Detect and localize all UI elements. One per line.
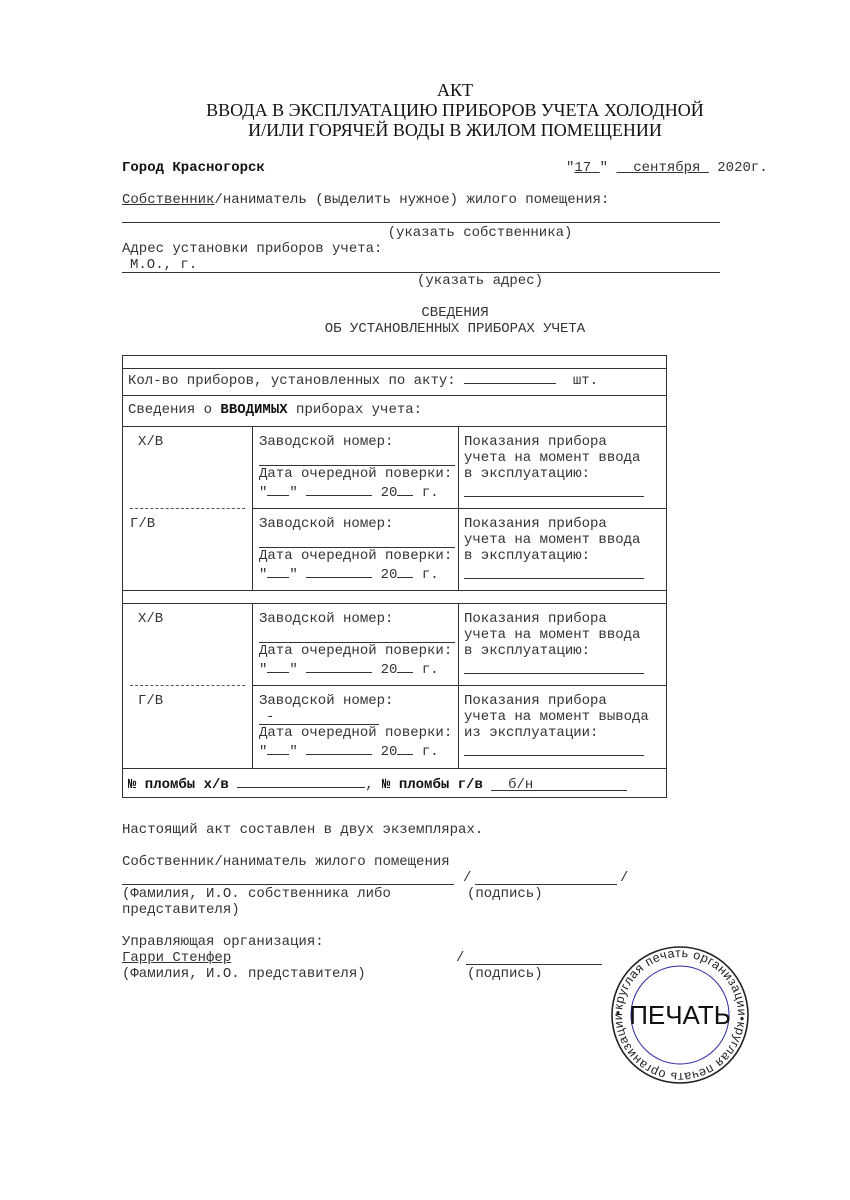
owner-signature-hint: (подпись): [467, 886, 543, 902]
reading-label: Показания прибора: [464, 516, 607, 532]
doc-title-3: И/ИЛИ ГОРЯЧЕЙ ВОДЫ В ЖИЛОМ ПОМЕЩЕНИИ: [248, 120, 662, 140]
info-row: Сведения о ВВОДИМЫХ приборах учета:: [128, 402, 423, 418]
count-row: Кол-во приборов, установленных по акту: шт.: [128, 370, 598, 389]
stamp-seal: [605, 945, 755, 1085]
serial-label: Заводской номер:: [259, 611, 394, 627]
copies-note: Настоящий акт составлен в двух экземплярах.: [122, 822, 484, 838]
reading-label: в эксплуатацию:: [464, 466, 591, 482]
org-name-hint: (Фамилия, И.О. представителя): [122, 966, 366, 982]
address-value: М.О., г.: [130, 257, 198, 273]
reading-field[interactable]: [464, 496, 644, 497]
date-year: 2020г.: [717, 160, 768, 176]
serial-label: Заводской номер:: [259, 434, 394, 450]
city: Город Красногорск: [122, 160, 265, 176]
reading-label: из эксплуатации:: [464, 725, 599, 741]
owner-sign-label: Собственник/наниматель жилого помещения: [122, 854, 450, 870]
reading-field[interactable]: [464, 755, 644, 756]
reading-label: Показания прибора: [464, 611, 607, 627]
device-type: Х/В: [138, 434, 164, 450]
reading-label: в эксплуатацию:: [464, 643, 591, 659]
serial-value: -: [266, 709, 275, 725]
device-type: Г/В: [138, 693, 164, 709]
owner-hint: (указать собственника): [387, 225, 573, 241]
owner-name-line[interactable]: [122, 884, 454, 885]
verify-date: " " 20 г.: [259, 659, 439, 678]
org-representative: Гарри Стенфер: [122, 950, 232, 966]
reading-label: учета на момент ввода: [464, 450, 641, 466]
serial-label: Заводской номер:: [259, 693, 394, 709]
org-signature-hint: (подпись): [467, 966, 543, 982]
seal-hw-field[interactable]: [237, 774, 365, 788]
device-type: Х/В: [138, 611, 164, 627]
section-title-2: ОБ УСТАНОВЛЕННЫХ ПРИБОРАХ УЧЕТА: [324, 321, 586, 337]
reading-label: Показания прибора: [464, 693, 607, 709]
reading-label: Показания прибора: [464, 434, 607, 450]
serial-label: Заводской номер:: [259, 516, 394, 532]
verify-date: " " 20 г.: [259, 564, 439, 583]
device-type: Г/В: [130, 516, 156, 532]
doc-title-1: АКТ: [437, 80, 473, 100]
owner-name-hint-1: (Фамилия, И.О. собственника либо: [122, 886, 391, 902]
seal-gw-field[interactable]: б/н: [491, 777, 627, 791]
doc-title-2: ВВОДА В ЭКСПЛУАТАЦИЮ ПРИБОРОВ УЧЕТА ХОЛОДНОЙ: [206, 100, 704, 120]
verify-date: " " 20 г.: [259, 482, 439, 501]
reading-label: учета на момент ввода: [464, 627, 641, 643]
owner-line[interactable]: [122, 222, 720, 223]
seal-row: № пломбы х/в , № пломбы г/в б/н: [128, 774, 627, 793]
verify-label: Дата очередной поверки:: [259, 643, 453, 659]
verify-label: Дата очередной поверки:: [259, 725, 453, 741]
section-title-1: СВЕДЕНИЯ: [421, 305, 489, 321]
date: "17 " сентября 2020г.: [566, 160, 768, 176]
reading-field[interactable]: [464, 673, 644, 674]
date-day: 17: [574, 160, 592, 176]
org-signature-line[interactable]: [466, 964, 602, 965]
stamp-center-text: ПЕЧАТЬ: [629, 1000, 731, 1030]
stamp-ring-text: •круглая печать организации•круглая печать организации: [610, 945, 750, 1085]
document-page: АКТ ВВОДА В ЭКСПЛУАТАЦИЮ ПРИБОРОВ УЧЕТА ХОЛОДНОЙ И/ИЛИ ГОРЯЧЕЙ ВОДЫ В ЖИЛОМ ПОМЕЩЕНИИ Город Красногорск "17 " сентября 2020г. Собственник/наниматель (выделить нужное) жилого помещения: (указать собственника) Адрес установки приборов учета: М.О., г. (указать адрес) СВЕДЕНИЯ ОБ УСТАНОВЛЕННЫХ ПРИБОРАХ УЧЕТА Кол-во приборов, установленных по акту: шт. Сведения о ВВОДИМЫХ приборах учета: № пломбы х/в , № пломбы г/в б/н Х/В Заводской номер: Дата очередной поверки: " " 20 г. Показания прибора учета на момент ввода в эксплуатацию: Г/В Заводской номер: Дата очередной поверки: " " 20 г. Показания прибора учета на момент ввода в эксплуатацию: Х/В Заводской номер: Дата очередной поверки: " " 20 г. Показания прибора учета на момент ввода в эксплуатацию: Г/В Заводской номер: - Дата очередной поверки: " " 20 г. Показания прибора учета на момент вывода из эксплуатации: Настоящий акт составлен в двух экземплярах. Собственник/наниматель жилого помещения / / (Фамилия, И.О. собственника либо представителя) (подпись) Управляющая организация: Гарри Стенфер / (Фамилия, И.О. представителя) (подпись) •круглая печать организации•круглая печать организации ПЕЧАТЬ: [0, 0, 850, 1200]
owner-signature-line[interactable]: [475, 884, 617, 885]
count-field[interactable]: [464, 370, 556, 384]
owner-name-hint-2: представителя): [122, 902, 240, 918]
address-hint: (указать адрес): [416, 273, 544, 289]
org-label: Управляющая организация:: [122, 934, 324, 950]
date-month: сентября: [633, 160, 701, 176]
verify-label: Дата очередной поверки:: [259, 466, 453, 482]
reading-label: в эксплуатацию:: [464, 548, 591, 564]
owner-label: Собственник/наниматель (выделить нужное) жилого помещения:: [122, 192, 610, 208]
reading-field[interactable]: [464, 578, 644, 579]
address-label: Адрес установки приборов учета:: [122, 241, 383, 257]
verify-label: Дата очередной поверки:: [259, 548, 453, 564]
reading-label: учета на момент вывода: [464, 709, 649, 725]
reading-label: учета на момент ввода: [464, 532, 641, 548]
verify-date: " " 20 г.: [259, 741, 439, 760]
